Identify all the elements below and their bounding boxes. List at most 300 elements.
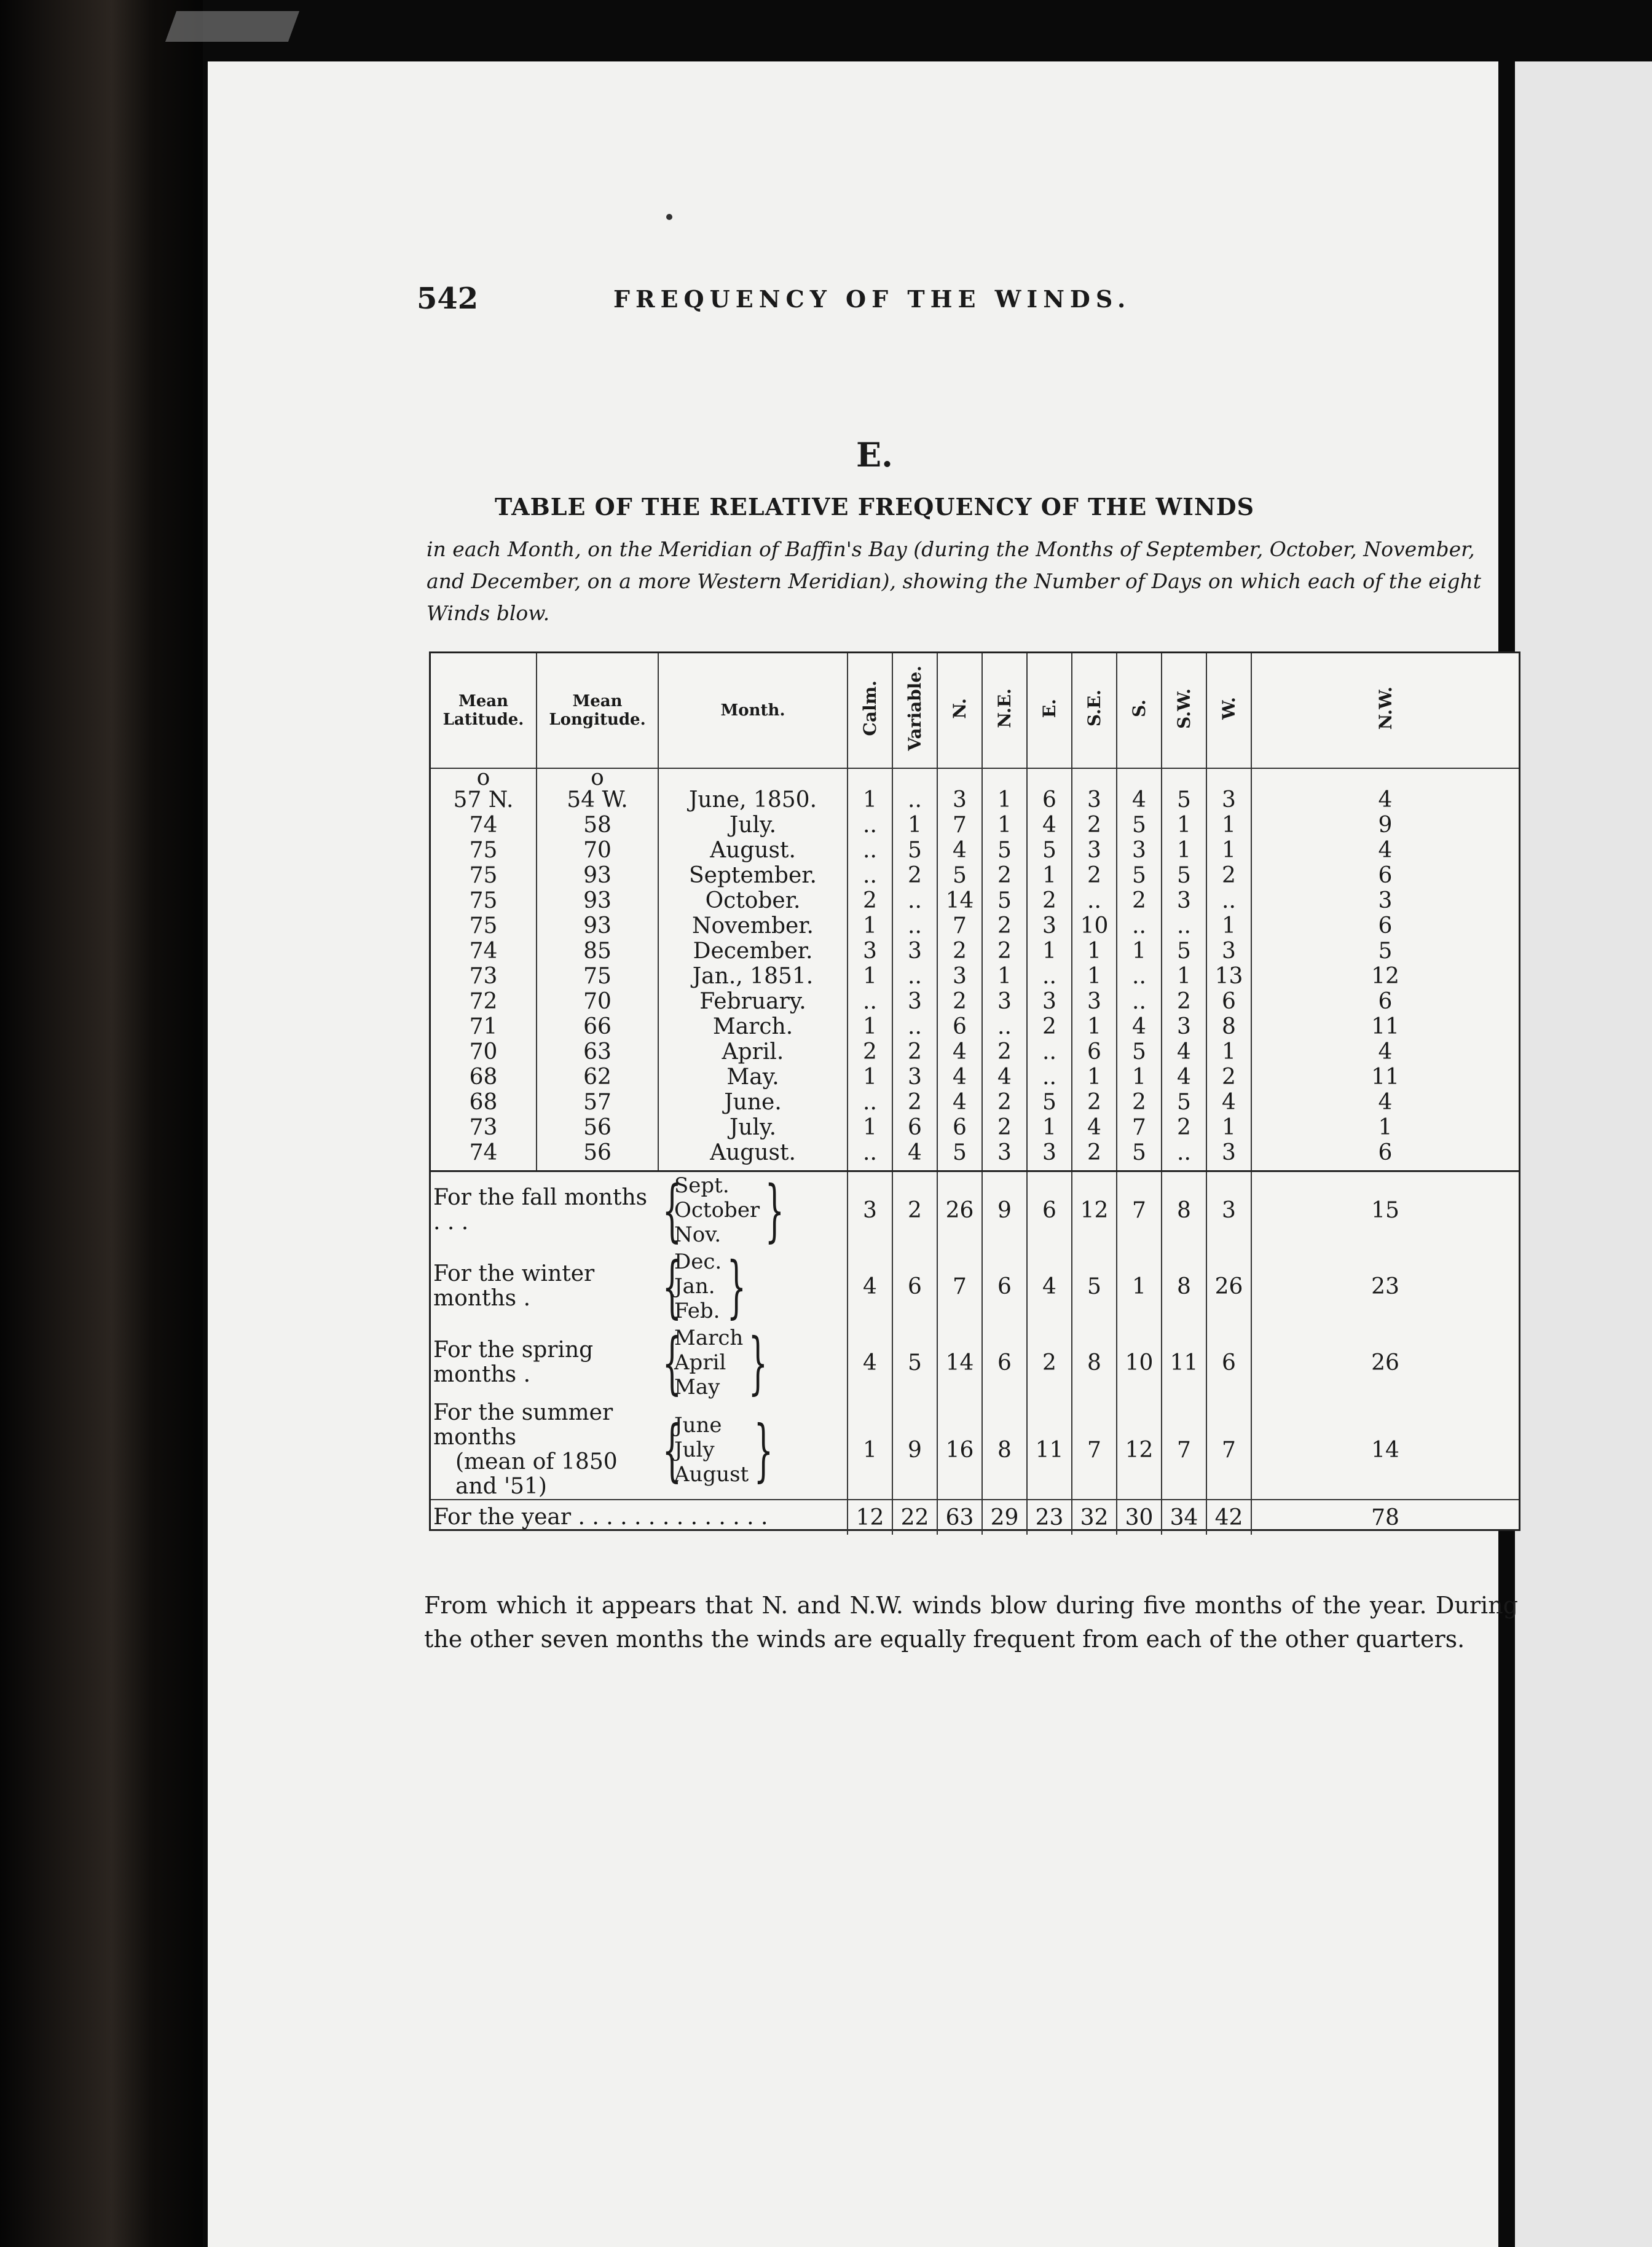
seasonal-rows (431, 1171, 1519, 1500)
wind-count-cell: 3 (1117, 838, 1162, 863)
year-count-cell: 78 (1251, 1500, 1519, 1535)
wind-count-cell: 1 (892, 813, 937, 838)
season-count-cell: 7 (1206, 1401, 1251, 1500)
season-label (431, 1324, 658, 1401)
wind-count-cell: 2 (1027, 1014, 1072, 1039)
empty-cell (1206, 768, 1251, 787)
season-count-cell: 11 (1162, 1324, 1206, 1401)
wind-count-cell: 2 (982, 1039, 1027, 1064)
col-header-w (1206, 653, 1251, 768)
wind-count-cell: 2 (892, 1090, 937, 1115)
longitude-cell: 54 W. (537, 787, 658, 813)
month-name: Jan. (674, 1274, 715, 1299)
latitude-cell: 74 (469, 813, 498, 838)
month-name: Dec. (674, 1249, 722, 1274)
col-header-e-label: E. (1039, 698, 1060, 718)
col-header-sw (1162, 653, 1206, 768)
col-header-n-label: N. (950, 698, 970, 719)
wind-frequency-table (429, 651, 1520, 1531)
wind-count-cell: .. (1206, 888, 1251, 913)
latitude-cell: 70 (469, 1039, 498, 1064)
month-cell: July. (658, 1115, 848, 1140)
latitude-cell: 73 (469, 964, 498, 989)
wind-count-cell: .. (1162, 1140, 1206, 1171)
wind-count-cell: 1 (1162, 838, 1206, 863)
month-name: Nov. (674, 1222, 722, 1247)
season-months (658, 1171, 848, 1249)
col-header-w-label: W. (1219, 697, 1239, 720)
wind-count-cell: 2 (1162, 989, 1206, 1014)
wind-count-cell: 6 (1251, 913, 1519, 939)
season-count-cell: 6 (982, 1324, 1027, 1401)
season-count-cell: 6 (1206, 1324, 1251, 1401)
wind-count-cell: 3 (1027, 913, 1072, 939)
wind-count-cell: 2 (982, 863, 1027, 888)
season-label (431, 1248, 658, 1324)
table-row (431, 989, 1519, 1014)
wind-count-cell: 2 (1072, 1090, 1117, 1115)
month-cell: August. (658, 1140, 848, 1171)
wind-count-cell: .. (848, 863, 892, 888)
wind-count-cell: 1 (1206, 838, 1251, 863)
wind-count-cell: 2 (982, 913, 1027, 939)
wind-count-cell: 7 (937, 913, 982, 939)
wind-count-cell: 1 (1072, 1014, 1117, 1039)
empty-cell (1162, 768, 1206, 787)
wind-count-cell: .. (1117, 913, 1162, 939)
month-name: July (674, 1438, 715, 1462)
wind-count-cell: 5 (1162, 863, 1206, 888)
col-header-se-label: S.E. (1084, 690, 1104, 727)
wind-count-cell: 1 (1206, 913, 1251, 939)
empty-cell (1027, 768, 1072, 787)
wind-count-cell: 4 (937, 1064, 982, 1090)
wind-count-cell: 3 (982, 1140, 1027, 1171)
longitude-cell: 63 (537, 1039, 658, 1064)
empty-cell (1251, 768, 1519, 787)
season-count-cell: 10 (1117, 1324, 1162, 1401)
latitude-cell: 73 (469, 1115, 498, 1140)
season-count-cell: 23 (1251, 1248, 1519, 1324)
season-count-cell: 8 (1162, 1171, 1206, 1249)
month-list (673, 1326, 744, 1399)
wind-count-cell: 4 (937, 838, 982, 863)
wind-count-cell: 4 (1162, 1064, 1206, 1090)
season-count-cell: 11 (1027, 1401, 1072, 1500)
wind-count-cell: 3 (982, 989, 1027, 1014)
table-row (431, 1064, 1519, 1090)
wind-count-cell: 4 (1251, 838, 1519, 863)
year-count-cell: 30 (1117, 1500, 1162, 1535)
col-header-longitude: Mean Longitude. (537, 653, 658, 768)
wind-count-cell: 5 (982, 838, 1027, 863)
season-count-cell: 9 (982, 1171, 1027, 1249)
wind-count-cell: 1 (1206, 813, 1251, 838)
year-count-cell: 63 (937, 1500, 982, 1535)
wind-count-cell: 3 (1206, 787, 1251, 813)
latitude-cell: 74 (469, 939, 498, 964)
right-brace: } (753, 1411, 774, 1489)
table-row (431, 838, 1519, 863)
brace-group (658, 1172, 847, 1248)
season-label (431, 1171, 658, 1249)
season-count-cell: 1 (848, 1401, 892, 1500)
col-header-latitude: Mean Latitude. (431, 653, 537, 768)
wind-count-cell: 5 (892, 838, 937, 863)
table-row (431, 863, 1519, 888)
empty-cell (1117, 768, 1162, 787)
wind-count-cell: 3 (1206, 1140, 1251, 1171)
wind-count-cell: 5 (1162, 939, 1206, 964)
season-label-line: For the spring months . (433, 1337, 594, 1387)
col-header-variable (892, 653, 937, 768)
wind-count-cell: 3 (892, 989, 937, 1014)
latitude-cell: 75 (469, 888, 498, 913)
table-row (431, 1039, 1519, 1064)
year-total (431, 1500, 1519, 1535)
wind-count-cell: .. (1162, 913, 1206, 939)
wind-count-cell: 1 (1162, 813, 1206, 838)
wind-count-cell: .. (892, 787, 937, 813)
wind-count-cell: 1 (1206, 1115, 1251, 1140)
col-header-nw-label: N.W. (1375, 687, 1396, 730)
month-name: October (674, 1198, 760, 1222)
wind-count-cell: 4 (1027, 813, 1072, 838)
wind-count-cell: 7 (937, 813, 982, 838)
year-count-cell: 32 (1072, 1500, 1117, 1535)
year-count-cell: 34 (1162, 1500, 1206, 1535)
wind-count-cell: 4 (1206, 1090, 1251, 1115)
wind-count-cell: 5 (937, 1140, 982, 1171)
wind-count-cell: 4 (982, 1064, 1027, 1090)
season-count-cell: 8 (1162, 1248, 1206, 1324)
season-row (431, 1401, 1519, 1500)
wind-count-cell: 11 (1251, 1064, 1519, 1090)
latitude-cell: 68 (469, 1064, 498, 1090)
season-count-cell: 16 (937, 1401, 982, 1500)
season-count-cell: 4 (1027, 1248, 1072, 1324)
wind-count-cell: 1 (1072, 1064, 1117, 1090)
season-count-cell: 26 (1251, 1324, 1519, 1401)
wind-count-cell: 3 (1027, 989, 1072, 1014)
brace-group (658, 1248, 847, 1324)
ink-speck (666, 214, 672, 220)
empty-cell (658, 768, 848, 787)
wind-count-cell: .. (982, 1014, 1027, 1039)
col-header-ne-label: N.E. (994, 688, 1015, 728)
wind-count-cell: 4 (1251, 787, 1519, 813)
season-count-cell: 1 (1117, 1248, 1162, 1324)
wind-count-cell: .. (1027, 1039, 1072, 1064)
season-row (431, 1171, 1519, 1249)
wind-count-cell: 6 (1251, 1140, 1519, 1171)
month-cell: March. (658, 1014, 848, 1039)
latitude-cell: 72 (469, 989, 498, 1014)
season-count-cell: 14 (1251, 1401, 1519, 1500)
season-count-cell: 3 (848, 1171, 892, 1249)
month-cell: June, 1850. (658, 787, 848, 813)
col-header-variable-label: Variable. (905, 666, 925, 751)
season-count-cell: 4 (848, 1324, 892, 1401)
year-count-cell: 23 (1027, 1500, 1072, 1535)
season-row (431, 1248, 1519, 1324)
book-page (208, 61, 1518, 2247)
wind-count-cell: 3 (937, 787, 982, 813)
wind-count-cell: 2 (1117, 888, 1162, 913)
table-row (431, 939, 1519, 964)
wind-count-cell: .. (1027, 1064, 1072, 1090)
wind-count-cell: 6 (937, 1115, 982, 1140)
wind-count-cell: 6 (1251, 863, 1519, 888)
longitude-cell: 58 (537, 813, 658, 838)
season-count-cell: 7 (1072, 1401, 1117, 1500)
year-count-cell: 42 (1206, 1500, 1251, 1535)
col-header-e (1027, 653, 1072, 768)
wind-count-cell: 5 (1117, 1140, 1162, 1171)
month-name: June (674, 1413, 722, 1438)
wind-count-cell: 5 (1117, 863, 1162, 888)
wind-count-cell: 4 (1117, 1014, 1162, 1039)
month-cell: April. (658, 1039, 848, 1064)
season-months (658, 1248, 848, 1324)
page-number: 542 (417, 281, 479, 316)
wind-count-cell: 1 (848, 787, 892, 813)
col-header-s (1117, 653, 1162, 768)
season-count-cell: 14 (937, 1324, 982, 1401)
wind-count-cell: 3 (892, 1064, 937, 1090)
wind-count-cell: 3 (1251, 888, 1519, 913)
col-header-n (937, 653, 982, 768)
col-header-sw-label: S.W. (1174, 688, 1194, 729)
wind-count-cell: 4 (937, 1090, 982, 1115)
wind-count-cell: 11 (1251, 1014, 1519, 1039)
wind-count-cell: 6 (1206, 989, 1251, 1014)
wind-count-cell: 13 (1206, 964, 1251, 989)
wind-count-cell: 4 (1162, 1039, 1206, 1064)
month-name: August (674, 1462, 749, 1487)
brace-group (658, 1412, 847, 1488)
year-total-row (431, 1500, 1519, 1535)
month-list (673, 1173, 761, 1247)
wind-count-cell: .. (1117, 964, 1162, 989)
month-cell: Jan., 1851. (658, 964, 848, 989)
season-count-cell: 3 (1206, 1171, 1251, 1249)
col-header-month: Month. (658, 653, 848, 768)
latitude-cell: 75 (469, 863, 498, 888)
wind-count-cell: 6 (1251, 989, 1519, 1014)
latitude-cell: 57 N. (453, 787, 514, 813)
month-cell: July. (658, 813, 848, 838)
wind-count-cell: 2 (848, 1039, 892, 1064)
table-row (431, 813, 1519, 838)
latitude-cell: 68 (469, 1090, 498, 1115)
wind-count-cell: 2 (937, 939, 982, 964)
degree-mark: o (537, 768, 658, 787)
season-count-cell: 12 (1072, 1171, 1117, 1249)
wind-count-cell: 7 (1117, 1115, 1162, 1140)
wind-count-cell: 4 (1072, 1115, 1117, 1140)
wind-count-cell: 3 (1027, 1140, 1072, 1171)
wind-count-cell: 1 (848, 1064, 892, 1090)
footer-paragraph: From which it appears that N. and N.W. winds blow during five months of the year. During the other seven months the winds are equally frequent from each of the other quarters. (424, 1592, 1518, 1653)
wind-count-cell: .. (848, 1140, 892, 1171)
month-cell: August. (658, 838, 848, 863)
table-row (431, 964, 1519, 989)
wind-count-cell: 1 (1117, 1064, 1162, 1090)
wind-count-cell: 4 (892, 1140, 937, 1171)
longitude-cell: 70 (537, 838, 658, 863)
season-count-cell: 7 (937, 1248, 982, 1324)
table-title: TABLE OF THE RELATIVE FREQUENCY OF THE WINDS (494, 493, 1255, 521)
wind-count-cell: 2 (982, 939, 1027, 964)
wind-count-cell: .. (848, 989, 892, 1014)
season-count-cell: 8 (1072, 1324, 1117, 1401)
right-brace: } (765, 1171, 785, 1249)
wind-count-cell: 4 (937, 1039, 982, 1064)
season-count-cell: 7 (1162, 1401, 1206, 1500)
season-count-cell: 5 (892, 1324, 937, 1401)
wind-count-cell: 5 (982, 888, 1027, 913)
wind-count-cell: 1 (848, 1014, 892, 1039)
season-count-cell: 5 (1072, 1248, 1117, 1324)
season-label-line: For the winter months . (433, 1261, 595, 1311)
month-list (673, 1413, 750, 1487)
month-name: Feb. (674, 1299, 720, 1323)
wind-count-cell: 1 (1206, 1039, 1251, 1064)
wind-count-cell: 5 (1027, 1090, 1072, 1115)
wind-count-cell: 6 (1072, 1039, 1117, 1064)
longitude-cell: 75 (537, 964, 658, 989)
wind-count-cell: 1 (1027, 1115, 1072, 1140)
wind-count-cell: 2 (1206, 863, 1251, 888)
longitude-cell: 70 (537, 989, 658, 1014)
running-header (208, 281, 1498, 325)
wind-count-cell: 3 (1206, 939, 1251, 964)
latitude-cell: 74 (469, 1140, 498, 1165)
wind-count-cell: .. (1027, 964, 1072, 989)
wind-count-cell: 2 (1162, 1115, 1206, 1140)
wind-count-cell: .. (848, 838, 892, 863)
season-count-cell: 2 (1027, 1324, 1072, 1401)
month-name: May (674, 1375, 720, 1399)
longitude-cell: 56 (537, 1140, 658, 1171)
longitude-cell: 93 (537, 888, 658, 913)
col-header-ne (982, 653, 1027, 768)
season-count-cell: 6 (1027, 1171, 1072, 1249)
wind-count-cell: 2 (1027, 888, 1072, 913)
facing-page-edge (1515, 61, 1652, 2247)
wind-count-cell: 2 (892, 1039, 937, 1064)
wind-count-cell: 12 (1251, 964, 1519, 989)
book-spine (0, 0, 203, 2247)
wind-count-cell: 5 (1027, 838, 1072, 863)
col-header-nw (1251, 653, 1519, 768)
season-count-cell: 2 (892, 1171, 937, 1249)
right-brace: } (748, 1323, 768, 1402)
wind-count-cell: 1 (1072, 964, 1117, 989)
year-count-cell: 12 (848, 1500, 892, 1535)
season-label-line: (mean of 1850 and '51) (455, 1449, 618, 1499)
left-brace: { (662, 1171, 682, 1249)
table-row (431, 1090, 1519, 1115)
latitude-cell: 71 (469, 1014, 498, 1039)
wind-count-cell: 9 (1251, 813, 1519, 838)
wind-count-cell: 1 (982, 787, 1027, 813)
wind-count-cell: 2 (982, 1115, 1027, 1140)
wind-count-cell: 2 (892, 863, 937, 888)
right-brace: } (726, 1247, 747, 1326)
wind-count-cell: 3 (892, 939, 937, 964)
wind-count-cell: 8 (1206, 1014, 1251, 1039)
wind-count-cell: 1 (1117, 939, 1162, 964)
monthly-rows (431, 765, 1519, 1171)
empty-cell (892, 768, 937, 787)
season-count-cell: 8 (982, 1401, 1027, 1500)
left-brace: { (662, 1323, 682, 1402)
wind-count-cell: 5 (1162, 1090, 1206, 1115)
col-header-calm-label: Calm. (860, 680, 880, 736)
longitude-cell: 57 (537, 1090, 658, 1115)
longitude-cell: 85 (537, 939, 658, 964)
longitude-cell: 93 (537, 913, 658, 939)
wind-count-cell: 2 (937, 989, 982, 1014)
section-letter: E. (856, 435, 893, 474)
wind-count-cell: 2 (1072, 863, 1117, 888)
season-count-cell: 6 (892, 1248, 937, 1324)
table-subtitle: in each Month, on the Meridian of Baffin's Bay (during the Months of September, October, November, and December, on a more Western Meridian), showing the Number of Days on which each of the eight Winds blow. (427, 537, 1481, 625)
longitude-cell: 66 (537, 1014, 658, 1039)
wind-count-cell: 14 (937, 888, 982, 913)
longitude-cell: 62 (537, 1064, 658, 1090)
wind-count-cell: 1 (848, 913, 892, 939)
season-count-cell: 12 (1117, 1401, 1162, 1500)
wind-count-cell: .. (848, 813, 892, 838)
month-cell: November. (658, 913, 848, 939)
scan-edge (165, 11, 299, 42)
season-months (658, 1324, 848, 1401)
latitude-cell: 75 (469, 838, 498, 863)
left-brace: { (662, 1411, 682, 1489)
wind-count-cell: 5 (1117, 1039, 1162, 1064)
wind-count-cell: 4 (1117, 787, 1162, 813)
col-header-s-label: S. (1129, 699, 1149, 717)
wind-count-cell: 3 (1072, 989, 1117, 1014)
wind-count-cell: 3 (1072, 838, 1117, 863)
wind-count-cell: 5 (937, 863, 982, 888)
month-name: April (674, 1350, 726, 1375)
month-cell: February. (658, 989, 848, 1014)
wind-count-cell: 1 (848, 1115, 892, 1140)
degree-mark-row (431, 768, 1519, 787)
left-brace: { (662, 1247, 682, 1326)
table-row (431, 888, 1519, 913)
wind-count-cell: 1 (1162, 964, 1206, 989)
table-row (431, 913, 1519, 939)
season-count-cell: 9 (892, 1401, 937, 1500)
month-cell: October. (658, 888, 848, 913)
wind-count-cell: 10 (1072, 913, 1117, 939)
season-label-line: For the summer months (433, 1400, 613, 1450)
empty-cell (982, 768, 1027, 787)
empty-cell (1072, 768, 1117, 787)
longitude-cell: 56 (537, 1115, 658, 1140)
wind-count-cell: 4 (1251, 1090, 1519, 1115)
wind-count-cell: 2 (1117, 1090, 1162, 1115)
wind-count-cell: 1 (1027, 939, 1072, 964)
latitude-cell: 75 (469, 913, 498, 939)
running-title: FREQUENCY OF THE WINDS. (613, 285, 1131, 313)
month-cell: June. (658, 1090, 848, 1115)
